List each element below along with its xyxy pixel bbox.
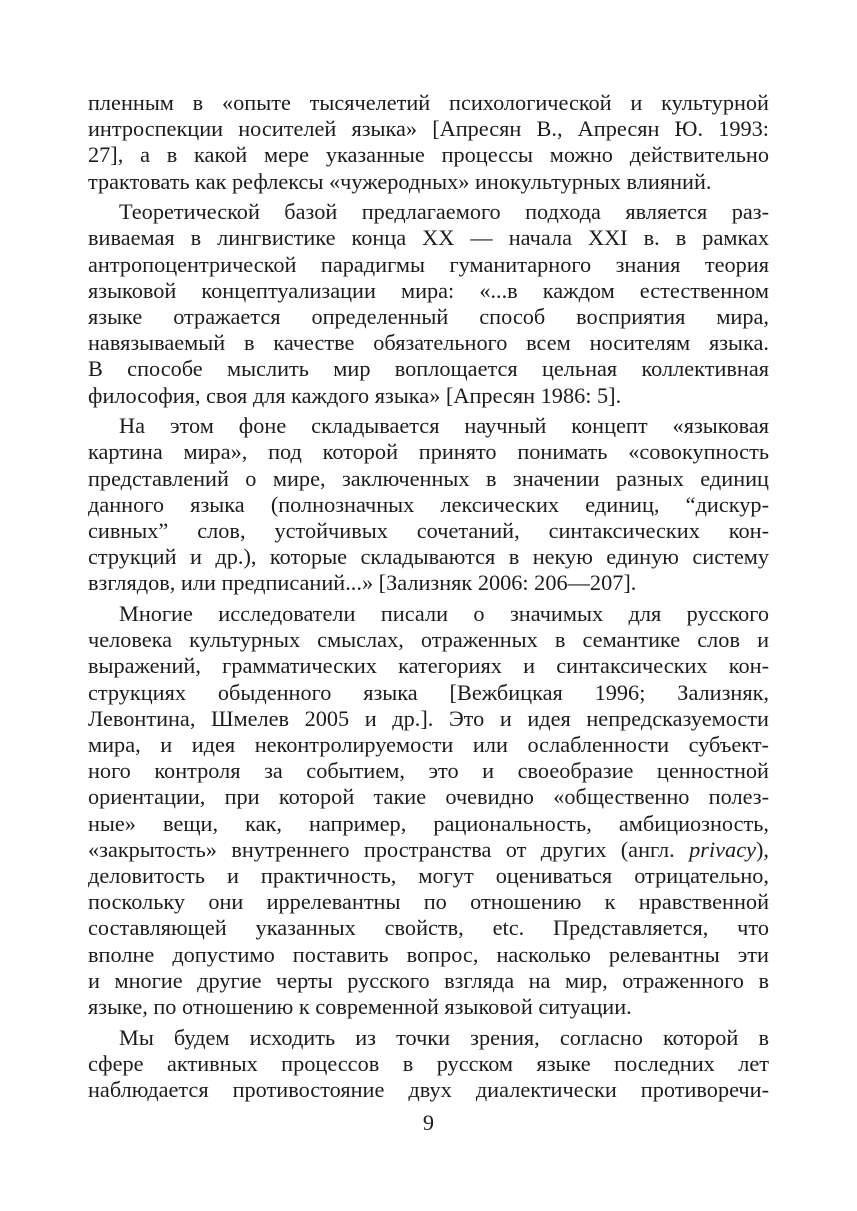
- paragraph-3: [88, 413, 769, 596]
- text-line: взглядов, или предписаний...» [Зализняк 2006: 206—207].: [88, 570, 637, 596]
- text-line: поскольку они иррелевантны по отношению к нравственной: [88, 889, 769, 915]
- text-line: струкциях обыденного языка [Вежбицкая 1996; Зализняк,: [88, 679, 769, 705]
- text-line: данного языка (полнозначных лексических единиц, “дискур-: [88, 491, 769, 517]
- page-body: [88, 90, 769, 1150]
- italic-term: privacy: [689, 836, 756, 862]
- text-line: навязываемый в качестве обязательного всем носителям языка.: [88, 330, 769, 356]
- text-line: сфере активных процессов в русском языке последних лет: [88, 1050, 769, 1076]
- text-line: Мы будем исходить из точки зрения, согласно которой в: [119, 1024, 769, 1050]
- text-line: ные» вещи, как, например, рациональность, амбициозность,: [88, 810, 769, 836]
- page-number: 9: [422, 1110, 435, 1135]
- text-line: человека культурных смыслах, отраженных в семантике слов и: [88, 627, 769, 653]
- text-line: сивных” слов, устойчивых сочетаний, синтаксических кон-: [88, 518, 769, 543]
- text-line: струкций и др.), которые складываются в некую единую систему: [88, 544, 769, 570]
- text-line-with-italic: [88, 837, 769, 863]
- text-line: 27], а в какой мере указанные процессы можно действительно: [88, 142, 769, 168]
- text-line-part: ),: [756, 836, 769, 862]
- text-line: интроспекции носителей языка» [Апресян В., Апресян Ю. 1993:: [88, 116, 769, 142]
- text-line: картина мира», под которой принято понимать «совокупность: [88, 439, 769, 465]
- text-line: На этом фоне складывается научный концепт «языковая: [119, 413, 769, 439]
- text-line: представлений о мире, заключенных в значении разных единиц: [88, 465, 769, 491]
- text-line: мира, и идея неконтролируемости или ослабленности субъект-: [88, 732, 769, 757]
- text-line: составляющей указанных свойств, etc. Представляется, что: [88, 915, 769, 941]
- text-line: языке, по отношению к современной языковой ситуации.: [88, 993, 632, 1019]
- text-line: языке отражается определенный способ восприятия мира,: [88, 304, 769, 329]
- text-line: антропоцентрической парадигмы гуманитарного знания теория: [88, 251, 769, 277]
- text-line: В способе мыслить мир воплощается цельная коллективная: [88, 356, 769, 382]
- text-line: и многие другие черты русского взгляда на мир, отраженного в: [88, 967, 769, 993]
- text-line: вполне допустимо поставить вопрос, насколько релевантны эти: [88, 941, 769, 967]
- text-line: Многие исследователи писали о значимых для русского: [119, 601, 769, 627]
- text-line-part: «закрытость» внутреннего пространства от других (англ.: [88, 836, 690, 862]
- text-line: ного контроля за событием, это и своеобразие ценностной: [88, 758, 769, 784]
- text-line: наблюдается противостояние двух диалектически противоречи-: [88, 1076, 769, 1102]
- text-line: языковой концептуализации мира: «...в каждом естественном: [88, 277, 769, 303]
- text-line: Теоретической базой предлагаемого подхода является раз-: [119, 199, 769, 225]
- text-line: философия, своя для каждого языка» [Апресян 1986: 5].: [88, 382, 622, 408]
- text-line: деловитость и практичность, могут оцениваться отрицательно,: [88, 862, 769, 888]
- text-line: пленным в «опыте тысячелетий психологической и культурной: [88, 90, 769, 115]
- paragraph-1: [88, 90, 769, 195]
- text-line: выражений, грамматических категориях и синтаксических кон-: [88, 653, 769, 679]
- text-line: трактовать как рефлексы «чужеродных» инокультурных влияний.: [88, 168, 712, 194]
- paragraph-4: [88, 601, 769, 1020]
- paragraph-2: [88, 199, 769, 409]
- text-line: ориентации, при которой такие очевидно «общественно полез-: [88, 784, 769, 810]
- paragraph-5: [88, 1025, 769, 1104]
- text-line: виваемая в лингвистике конца XX — начала XXI в. в рамках: [88, 225, 769, 251]
- text-line: Левонтина, Шмелев 2005 и др.]. Это и идея непредсказуемости: [88, 705, 769, 731]
